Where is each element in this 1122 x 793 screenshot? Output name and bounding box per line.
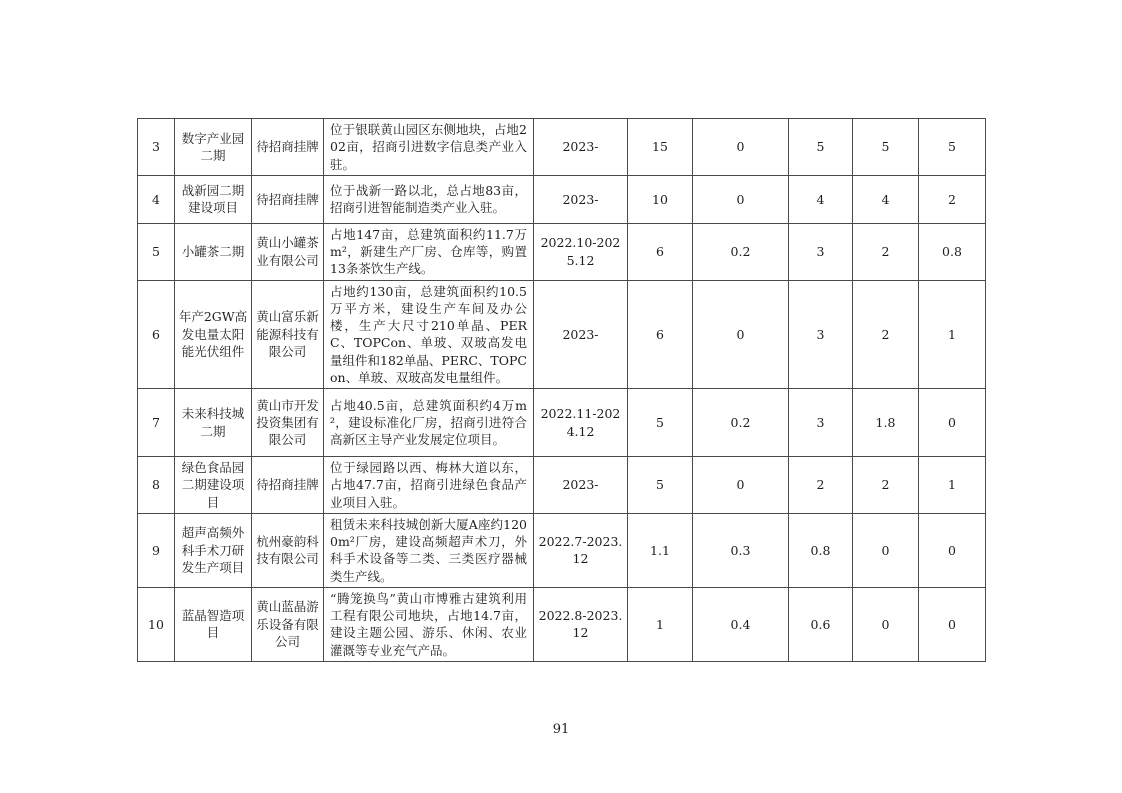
description-cell: 位于战新一路以北，总占地83亩，招商引进智能制造类产业入驻。 xyxy=(324,175,534,223)
description-cell: 占地40.5亩，总建筑面积约4万m²，建设标准化厂房，招商引进符合高新区主导产业发展定位项目。 xyxy=(324,389,534,457)
value-cell: 0.6 xyxy=(789,587,853,661)
period-cell: 2023- xyxy=(534,457,628,514)
value-cell: 1 xyxy=(919,280,986,389)
project-name-cell: 超声高频外科手术刀研发生产项目 xyxy=(175,513,252,587)
table-row xyxy=(138,587,986,661)
table-row xyxy=(138,223,986,280)
period-cell: 2022.11-2024.12 xyxy=(534,389,628,457)
value-cell: 0.8 xyxy=(789,513,853,587)
period-cell: 2023- xyxy=(534,280,628,389)
project-name-cell: 战新园二期建设项目 xyxy=(175,175,252,223)
value-cell: 0 xyxy=(919,389,986,457)
value-cell: 6 xyxy=(628,223,693,280)
row-number-cell: 3 xyxy=(138,119,175,176)
table-row xyxy=(138,513,986,587)
value-cell: 0 xyxy=(693,119,789,176)
value-cell: 3 xyxy=(789,280,853,389)
project-name-cell: 年产2GW高发电量太阳能光伏组件 xyxy=(175,280,252,389)
value-cell: 0 xyxy=(693,280,789,389)
value-cell: 0.4 xyxy=(693,587,789,661)
project-table xyxy=(137,118,986,662)
description-cell: 位于银联黄山园区东侧地块，占地202亩，招商引进数字信息类产业入驻。 xyxy=(324,119,534,176)
company-cell: 待招商挂牌 xyxy=(252,457,324,514)
value-cell: 0.3 xyxy=(693,513,789,587)
period-cell: 2022.7-2023.12 xyxy=(534,513,628,587)
company-cell: 黄山小罐茶业有限公司 xyxy=(252,223,324,280)
value-cell: 0 xyxy=(919,513,986,587)
page-number: 91 xyxy=(552,722,570,737)
value-cell: 5 xyxy=(628,389,693,457)
project-name-cell: 蓝晶智造项目 xyxy=(175,587,252,661)
value-cell: 2 xyxy=(919,175,986,223)
company-cell: 待招商挂牌 xyxy=(252,119,324,176)
row-number-cell: 5 xyxy=(138,223,175,280)
value-cell: 2 xyxy=(853,457,919,514)
period-cell: 2022.8-2023.12 xyxy=(534,587,628,661)
company-cell: 待招商挂牌 xyxy=(252,175,324,223)
table-row xyxy=(138,457,986,514)
table-row xyxy=(138,119,986,176)
value-cell: 15 xyxy=(628,119,693,176)
row-number-cell: 6 xyxy=(138,280,175,389)
project-name-cell: 数字产业园二期 xyxy=(175,119,252,176)
value-cell: 6 xyxy=(628,280,693,389)
description-cell: 位于绿园路以西、梅林大道以东，占地47.7亩，招商引进绿色食品产业项目入驻。 xyxy=(324,457,534,514)
value-cell: 2 xyxy=(853,280,919,389)
company-cell: 黄山富乐新能源科技有限公司 xyxy=(252,280,324,389)
description-cell: 租赁未来科技城创新大厦A座约1200m²厂房，建设高频超声术刀，外科手术设备等二类、三类医疗器械类生产线。 xyxy=(324,513,534,587)
value-cell: 0 xyxy=(693,175,789,223)
value-cell: 0.2 xyxy=(693,389,789,457)
project-table-body xyxy=(138,119,986,662)
project-name-cell: 绿色食品园二期建设项目 xyxy=(175,457,252,514)
value-cell: 2 xyxy=(789,457,853,514)
company-cell: 黄山蓝晶游乐设备有限公司 xyxy=(252,587,324,661)
value-cell: 2 xyxy=(853,223,919,280)
value-cell: 5 xyxy=(853,119,919,176)
value-cell: 0.8 xyxy=(919,223,986,280)
value-cell: 3 xyxy=(789,389,853,457)
value-cell: 0 xyxy=(919,587,986,661)
company-cell: 黄山市开发投资集团有限公司 xyxy=(252,389,324,457)
table-row xyxy=(138,175,986,223)
value-cell: 1 xyxy=(919,457,986,514)
value-cell: 5 xyxy=(919,119,986,176)
row-number-cell: 8 xyxy=(138,457,175,514)
period-cell: 2023- xyxy=(534,175,628,223)
value-cell: 4 xyxy=(853,175,919,223)
description-cell: “腾笼换鸟”黄山市博雅古建筑利用工程有限公司地块，占地14.7亩，建设主题公园、游乐、休闲、农业灌溉等专业充气产品。 xyxy=(324,587,534,661)
value-cell: 5 xyxy=(628,457,693,514)
project-name-cell: 未来科技城二期 xyxy=(175,389,252,457)
company-cell: 杭州豪韵科技有限公司 xyxy=(252,513,324,587)
value-cell: 1.1 xyxy=(628,513,693,587)
value-cell: 5 xyxy=(789,119,853,176)
row-number-cell: 10 xyxy=(138,587,175,661)
value-cell: 0 xyxy=(853,587,919,661)
row-number-cell: 4 xyxy=(138,175,175,223)
value-cell: 0 xyxy=(853,513,919,587)
project-name-cell: 小罐茶二期 xyxy=(175,223,252,280)
value-cell: 1 xyxy=(628,587,693,661)
period-cell: 2023- xyxy=(534,119,628,176)
table-row xyxy=(138,280,986,389)
table-row xyxy=(138,389,986,457)
row-number-cell: 9 xyxy=(138,513,175,587)
row-number-cell: 7 xyxy=(138,389,175,457)
description-cell: 占地约130亩，总建筑面积约10.5万平方米，建设生产车间及办公楼，生产大尺寸210单晶、PERC、TOPCon、单玻、双玻高发电量组件和182单晶、PERC、TOPCon、单玻、双玻高发电量组件。 xyxy=(324,280,534,389)
value-cell: 1.8 xyxy=(853,389,919,457)
value-cell: 0 xyxy=(693,457,789,514)
value-cell: 3 xyxy=(789,223,853,280)
value-cell: 10 xyxy=(628,175,693,223)
value-cell: 0.2 xyxy=(693,223,789,280)
description-cell: 占地147亩，总建筑面积约11.7万m²，新建生产厂房、仓库等，购置13条茶饮生产线。 xyxy=(324,223,534,280)
value-cell: 4 xyxy=(789,175,853,223)
period-cell: 2022.10-2025.12 xyxy=(534,223,628,280)
